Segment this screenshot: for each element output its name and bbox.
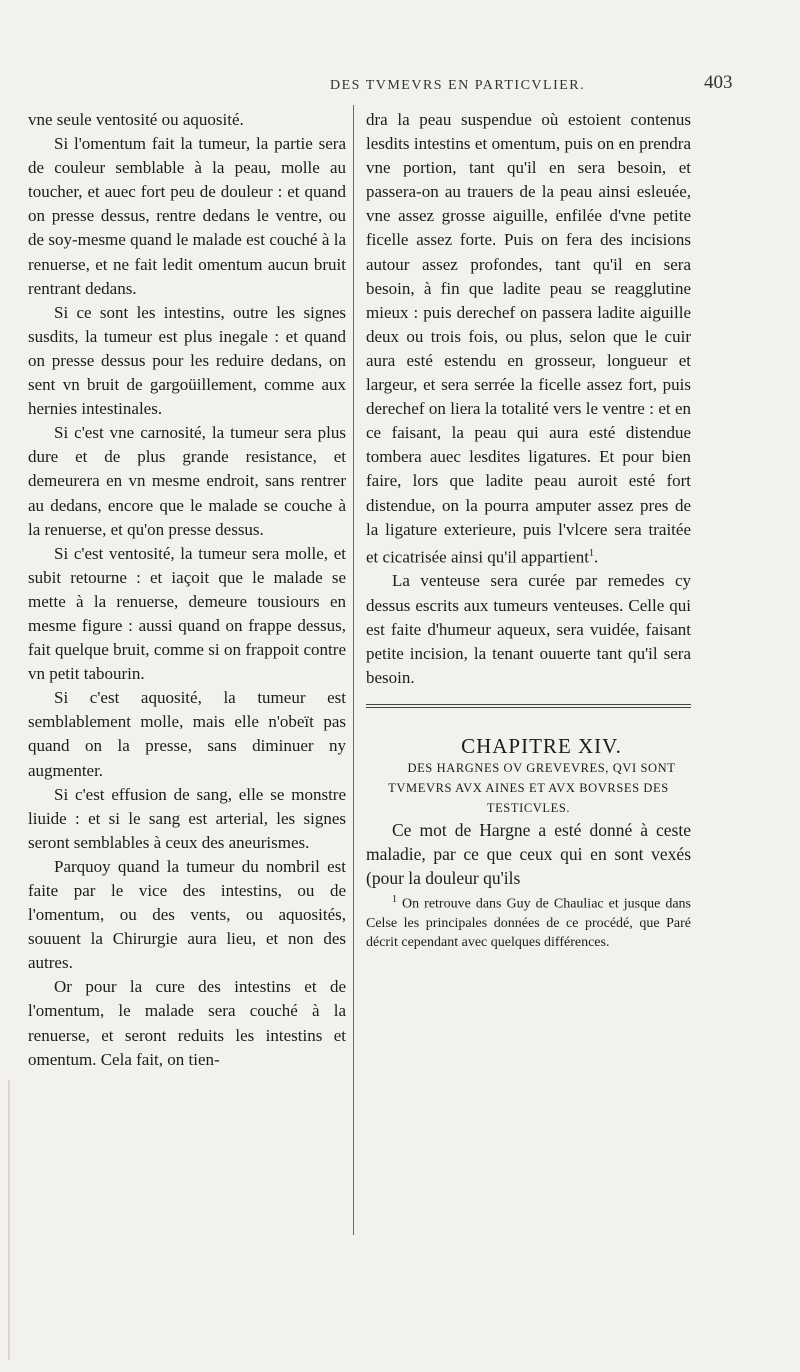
paragraph: Si c'est aquosité, la tumeur est semblablement molle, mais elle n'obeït pas quand on la presse, sans diminuer ny augmenter. bbox=[28, 688, 346, 780]
right-column bbox=[366, 108, 691, 952]
chapter-title: CHAPITRE XIV. bbox=[461, 733, 622, 758]
paragraph: Parquoy quand la tumeur du nombril est faite par le vice des intestins, ou de l'omentum, ou des vents, ou aquosités, souuent la Chirurgie aura lieu, et non des autres. bbox=[28, 856, 346, 973]
paragraph: Or pour la cure des intestins et de l'omentum, le malade sera couché à la renuerse, et seront reduits les intestins et omentum. Cela fait, on tien- bbox=[28, 977, 346, 1069]
paragraph: Si ce sont les intestins, outre les signes susdits, la tumeur est plus inegale : et quand on presse dessus pour les reduire dedans, on sent vn bruit de gargoüillement, comme aux hernies intestinales. bbox=[28, 302, 346, 419]
paragraph: La venteuse sera curée par remedes cy dessus escrits aux tumeurs venteuses. Celle qui est faite d'humeur aqueux, sera vuidée, faisant petite incision, la tenant ouuerte tant qu'il sera besoin. bbox=[366, 571, 691, 687]
left-column bbox=[28, 108, 346, 1072]
footnote bbox=[366, 890, 691, 952]
footnote-marker: 1 bbox=[392, 894, 397, 905]
paragraph: Si c'est effusion de sang, elle se monstre liuide : et si le sang est arterial, les signes seront semblables à ceux des aneurismes. bbox=[28, 784, 346, 852]
page-number: 403 bbox=[704, 72, 733, 93]
paragraph: vne seule ventosité ou aquosité. bbox=[28, 110, 244, 129]
column-divider bbox=[353, 105, 354, 1235]
section-divider bbox=[366, 704, 691, 708]
page-edge-shadow bbox=[8, 1080, 10, 1360]
paragraph: Si l'omentum fait la tumeur, la partie sera de couleur semblable à la peau, molle au toucher, et auec fort peu de douleur : et quand on presse dessus, rentre dedans le ventre, ou de soy-mesme quand le malade est couché à la renuerse, et ne fait ledit omentum aucun bruit rentrant dedans. bbox=[28, 134, 346, 298]
running-title: DES TVMEVRS EN PARTICVLIER. bbox=[330, 78, 586, 93]
footnote-text: On retrouve dans Guy de Chauliac et jusque dans Celse les principales données de ce procédé, que Paré décrit cependant avec quelques différences. bbox=[366, 896, 691, 950]
paragraph-text: dra la peau suspendue où estoient contenus lesdits intestins et omentum, puis on en prendra vne portion, tant qu'il en sera besoin, et passera-on au trauers de la peau ainsi esleuée, vne assez grosse aiguille, enfilée d'vne petite ficelle assez forte. Puis on fera des incisions autour assez profondes, tant qu'il en sera besoin, à fin que ladite peau se reagglutine mieux : puis derechef on passera ladite aiguille deux ou trois fois, ou plus, selon que le cuir aura esté estendu en grosseur, longueur et largeur, et sera serrée la ficelle assez fort, puis derechef on liera la totalité vers le ventre : et en ce faisant, la peau qui aura esté distendue tombera auec lesdites ligatures. Et pour bien faire, lors que ladite peau auroit esté fort distendue, on la pourra amputer assez pres de la ligature exterieure, puis l'vlcere sera traitée et cicatrisée ainsi qu'il appartient bbox=[366, 110, 691, 567]
paragraph: Si c'est ventosité, la tumeur sera molle, et subit retourne : et iaçoit que le malade se mette à la renuerse, demeure tousiours en mesme figure : aussi quand on frappe dessus, fait quelque bruit, comme si on frappoit contre vn petit tabourin. bbox=[28, 543, 346, 684]
footnote-reference: 1 bbox=[589, 547, 595, 559]
paragraph: Si c'est vne carnosité, la tumeur sera plus dure et de plus grande resistance, et demeurera en vn mesme endroit, sans rentrer au dedans, encore que le malade se couche à la renuerse, et qu'on presse dessus. bbox=[28, 423, 346, 539]
chapter-body: Ce mot de Hargne a esté donné à ceste maladie, par ce que ceux qui en sont vexés (pour la douleur qu'ils bbox=[366, 820, 691, 888]
paragraph: dra la peau suspendue où estoient contenus lesdits intestins et omentum, puis on en prendra vne portion, tant qu'il en sera besoin, et passera-on au trauers de la peau ainsi esleuée, vne assez grosse aiguille, enfilée d'vne petite ficelle assez forte. Puis on fera des incisions autour assez profondes, tant qu'il en sera besoin, à fin que ladite peau se reagglutine mieux : puis derechef on passera ladite aiguille deux ou trois fois, ou plus, selon que le cuir aura esté estendu en grosseur, longueur et largeur, et sera serrée la ficelle assez fort, puis derechef on liera la totalité vers le ventre : et en ce faisant, la peau qui aura esté distendue tombera auec lesdites ligatures. Et pour bien faire, lors que ladite peau auroit esté fort distendue, on la pourra amputer assez pres de la ligature exterieure, puis l'vlcere sera traitée et cicatrisée ainsi qu'il appartient$^1$. bbox=[366, 110, 691, 567]
chapter-subtitle: DES HARGNES OV GREVEVRES, QVI SONT TVMEVRS AVX AINES ET AVX BOVRSES DES TESTICVLES. bbox=[388, 761, 676, 815]
